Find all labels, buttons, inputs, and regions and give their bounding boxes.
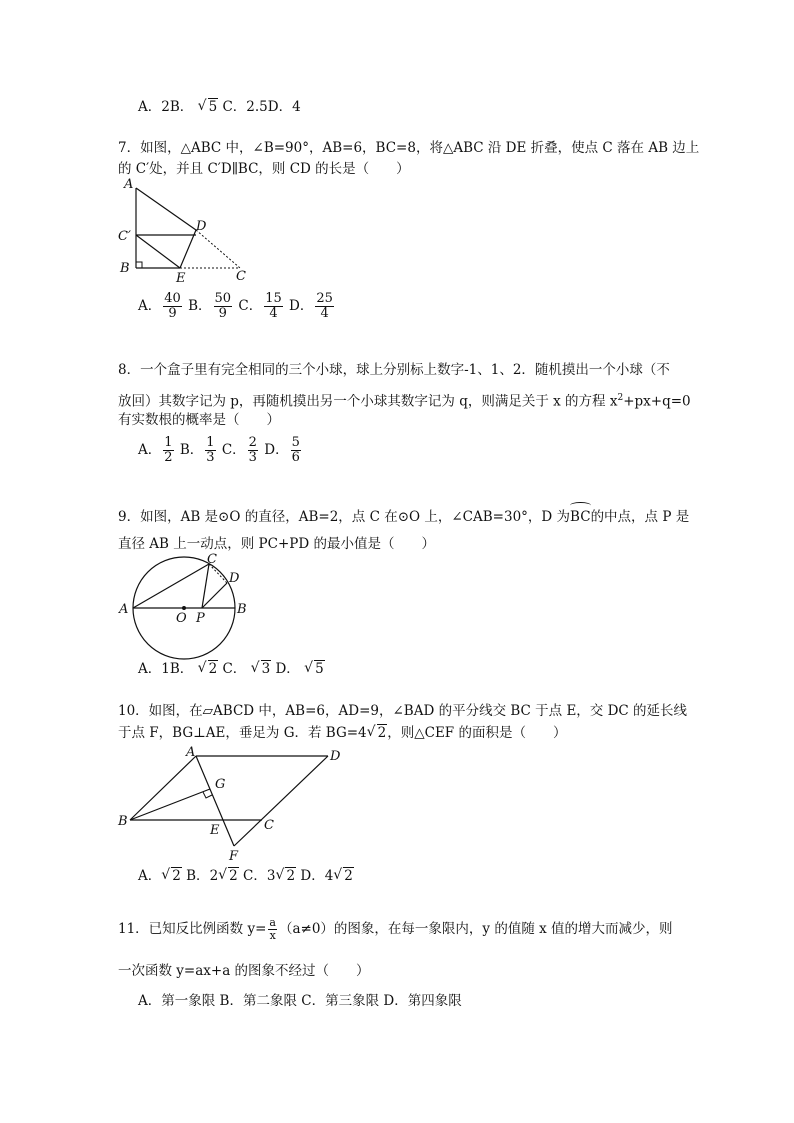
q10-options [138, 867, 354, 885]
q7-option-c: C． $\frac{15}{4}$ [238, 291, 282, 321]
q8-option-a: A． $\frac{1}{2}$ [138, 435, 173, 465]
q9-option-c: C． [222, 661, 247, 677]
q10-label-g: G [215, 777, 226, 792]
sqrt-symbol: √ 2 [198, 660, 219, 678]
q9-option-d: D． [275, 661, 300, 677]
q10-stem-line2: 于点 F，BG⊥AE，垂足为 G．若 BG=4√ 2，则△CEF 的面积是（ ） [118, 724, 566, 742]
sqrt-symbol: √ 5 [304, 660, 325, 678]
q9-label-a: A [119, 602, 129, 617]
q6-option-cd: C．2.5D．4 [222, 99, 301, 115]
q9-label-b: B [237, 602, 247, 617]
q8-option-c: C． $\frac{2}{3}$ [221, 435, 257, 465]
q7-label-b: B [120, 261, 130, 276]
q7-stem-line1: 7．如图，△ABC 中，∠B=90°，AB=6，BC=8，将△ABC 沿 DE 折叠，使点 C 落在 AB 边上 [118, 140, 700, 156]
q10-label-d: D [330, 749, 341, 764]
q10-label-e: E [210, 823, 220, 838]
sqrt-symbol: √ 5 [198, 98, 219, 116]
q8-options [138, 436, 303, 465]
q10-option-a: A．√ 2 [138, 868, 182, 884]
q9-figure [116, 552, 256, 662]
q10-label-c: C [264, 818, 274, 833]
q11-stem-line2: 一次函数 y=ax+a 的图象不经过（ ） [118, 963, 370, 979]
q7-label-a: A [124, 178, 134, 192]
q9-option-ab: A．1B． [138, 661, 194, 677]
q9-label-d: D [229, 571, 240, 586]
q7-options [138, 292, 336, 321]
q9-stem-line2: 直径 AB 上一动点，则 PC+PD 的最小值是（ ） [118, 536, 435, 552]
q9-options [138, 660, 325, 678]
q10-option-b: B．2√ 2 [186, 868, 239, 884]
sqrt-symbol: √ 2 [367, 724, 388, 742]
q8-stem-line2: 放回）其数字记为 p，再随机摸出另一个小球其数字记为 q，则满足关于 x 的方程 $x^2+px+q=0$ [118, 393, 691, 410]
q10-stem-line1: 10．如图，在▱ABCD 中，AB=6，AD=9，∠BAD 的平分线交 BC 于点 E，交 DC 的延长线 [118, 703, 688, 719]
sqrt-symbol: √ 3 [251, 660, 272, 678]
q10-label-a: A [186, 745, 196, 760]
q7-label-c: C [236, 269, 246, 284]
q10-option-c: C．3√ 2 [243, 868, 296, 884]
q6-option-ab: A．2B． [138, 99, 194, 115]
q7-label-e: E [176, 271, 186, 286]
q11-options: A．第一象限 B．第二象限 C．第三象限 D．第四象限 [138, 993, 462, 1009]
q7-figure [112, 178, 262, 286]
q10-option-d: D．4√ 2 [300, 868, 354, 884]
q7-stem-line2: 的 C′处，并且 C′D∥BC，则 CD 的长是（ ） [118, 161, 410, 177]
q10-figure [114, 744, 344, 864]
q7-option-a: A． $\frac{40}{9}$ [138, 291, 181, 321]
q10-label-f: F [229, 849, 239, 864]
q7-option-d: D． $\frac{25}{4}$ [289, 291, 333, 321]
q9-label-o: O [176, 611, 187, 626]
q8-option-d: D． $\frac{5}{6}$ [264, 435, 300, 465]
q6-options [138, 98, 301, 116]
q9-label-c: C [207, 552, 217, 567]
q7-label-cprime: C′ [118, 229, 131, 244]
q9-stem-line1: 9．如图，AB 是⊙O 的直径，AB=2，点 C 在⊙O 上，∠CAB=30°，D 为BC的中点，点 P 是 [118, 509, 690, 525]
arc-bc: BC [570, 509, 591, 525]
q9-label-p: P [196, 611, 205, 626]
q7-option-b: B． $\frac{50}{9}$ [188, 291, 232, 321]
q10-label-b: B [118, 814, 128, 829]
q8-stem-line1: 8．一个盒子里有完全相同的三个小球，球上分别标上数字-1、1、2．随机摸出一个小球（不 [118, 362, 670, 378]
q7-label-d: D [196, 219, 207, 234]
q8-option-b: B． $\frac{1}{3}$ [179, 435, 215, 465]
q11-stem-line1: 11．已知反比例函数 y= $\frac{a}{x}$ （a≠0）的图象，在每一象限内，y 的值随 x 值的增大而减少，则 [118, 916, 673, 942]
q8-stem-line3: 有实数根的概率是（ ） [118, 412, 280, 428]
